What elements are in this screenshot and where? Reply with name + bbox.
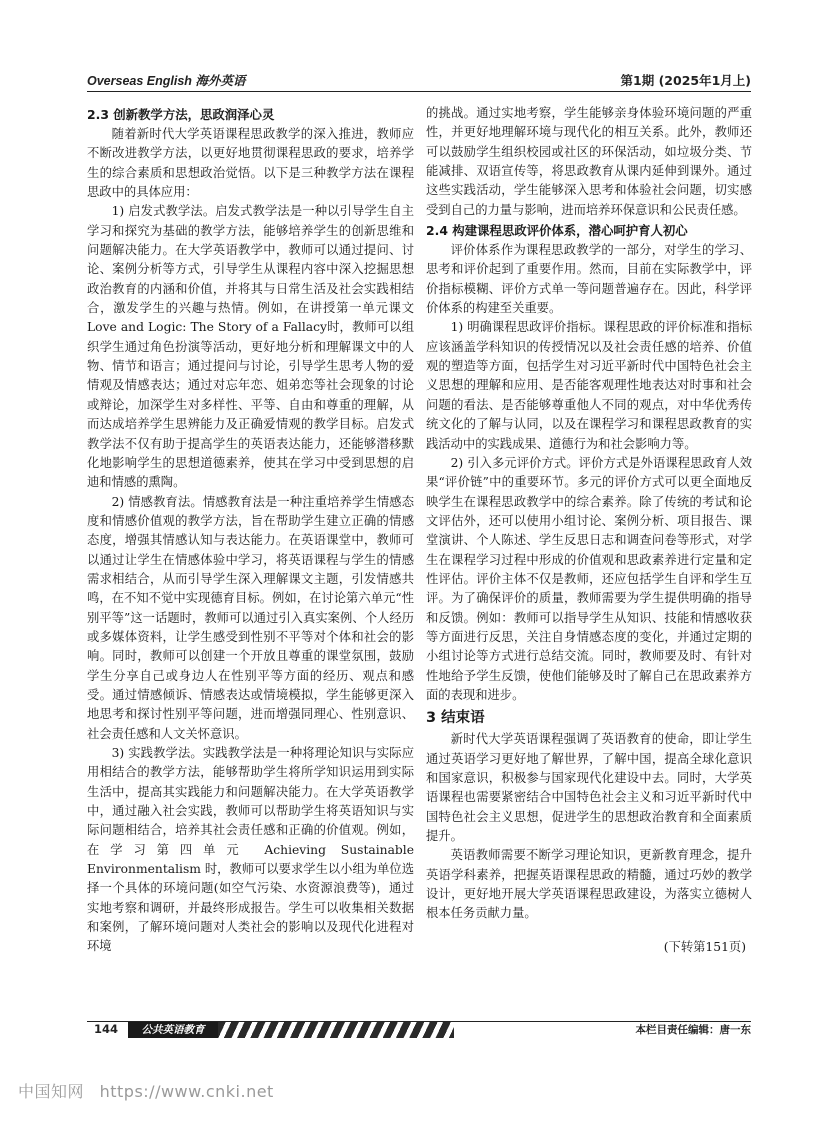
watermark-site-name: 中国知网 xyxy=(18,1082,85,1101)
watermark-url[interactable]: https://www.cnki.net xyxy=(99,1082,274,1101)
section-heading-2-4: 2.4 构建课程思政评价体系，潜心呵护育人初心 xyxy=(426,223,688,239)
right-column xyxy=(426,104,752,1009)
paragraph: 1) 明确课程思政评价指标。课程思政的评价标准和指标应该涵盖学科知识的传授情况以及社会责任感的培养、价值观的塑造等方面，包括学生对习近平新时代中国特色社会主义思想的理解和应用、是否能客观理性地表达对时事和社会问题的看法、是否能够尊重他人不同的观点，对中华优秀传统文化的了解与认同，以及在课程学习和课程思政教育的实践活动中的实践成果、道德行为和社会影响力等。 xyxy=(426,320,752,451)
left-column xyxy=(87,104,414,1009)
section-heading-3: 3 结束语 xyxy=(426,710,485,727)
paragraph: 3) 实践教学法。实践教学法是一种将理论知识与实际应用相结合的教学方法，能够帮助学生将所学知识运用到实际生活中，提高其实践能力和问题解决能力。在大学英语教学中，通过融入社会实践，教师可以帮助学生将英语知识与实际问题相结合，培养其社会责任感和正确的价值观。例如，在学习第四单元 Achieving Sustainable Environmentalism 时，教师可以要求学生以小组为单位选择一个具体的环境问题(如空气污染、水资源浪费等)，通过实地考察和调研，并最终形成报告。学生可以收集相关数据和案例，了解环境问题对人类社会的影响以及现代化进程对环境 xyxy=(87,746,414,954)
paragraph: 随着新时代大学英语课程思政教学的深入推进，教师应不断改进教学方法，以更好地贯彻课程思政的要求，培养学生的综合素质和思想政治觉悟。以下是三种教学方法在课程思政中的具体应用： xyxy=(87,127,414,200)
paragraph: 2) 引入多元评价方式。评价方式是外语课程思政育人效果“评价链”中的重要环节。多元的评价方式可以更全面地反映学生在课程思政教学中的综合素养。除了传统的考试和论文评估外，还可以使用小组讨论、案例分析、项目报告、课堂演讲、个人陈述、学生反思日志和调查问卷等形式，对学生在课程学习过程中形成的价值观和思政素养进行定量和定性评估。评价主体不仅是教师，还应包括学生自评和学生互评。为了确保评价的质量，教师需要为学生提供明确的指导和反馈。例如：教师可以指导学生从知识、技能和情感收获等方面进行反思，关注自身情感态度的变化，并通过定期的小组讨论等方式进行总结交流。同时，教师要及时、有针对性地给予学生反馈，使他们能够及时了解自己在思政素养方面的表现和进步。 xyxy=(426,455,752,702)
watermark xyxy=(18,1079,274,1102)
journal-name: Overseas English 海外英语 xyxy=(87,74,246,88)
editor-credit: 本栏目责任编辑：唐一东 xyxy=(635,1024,751,1036)
paragraph: 1) 启发式教学法。启发式教学法是一种以引导学生自主学习和探究为基础的教学方法，能够培养学生的创新思维和问题解决能力。在大学英语教学中，教师可以通过提问、讨论、案例分析等方式，引导学生从课程内容中深入挖掘思想政治教育的内涵和价值，并将其与日常生活及社会实践相结合，激发学生的兴趣与热情。例如，在讲授第一单元课文 Love and Logic: The Story of a Fallacy时，教师可以组织学生通过角色扮演等活动，更好地分析和理解课文中的人物、情节和语言；通过提问与讨论，引导学生思考人物的爱情观及情感表达；通过对忘年恋、姐弟恋等社会现象的讨论或辩论，加深学生对多样性、平等、自由和尊重的理解，从而达成培养学生思辨能力及正确爱情观的教学目标。启发式教学法不仅有助于提高学生的英语表达能力，还能够潜移默化地影响学生的思想道德素养，使其在学习中受到思想的启迪和情感的熏陶。 xyxy=(87,204,414,490)
paragraph: 评价体系作为课程思政教学的一部分，对学生的学习、思考和评价起到了重要作用。然而，目前在实际教学中，评价指标模糊、评价方式单一等问题普遍存在。因此，科学评价体系的构建至关重要。 xyxy=(426,243,752,316)
paragraph: 2) 情感教育法。情感教育法是一种注重培养学生情感态度和情感价值观的教学方法，旨在帮助学生建立正确的情感态度，增强其情感认知与表达能力。在英语课堂中，教师可以通过让学生在情感体验中学习，将英语课程与学生的情感需求相结合，从而引导学生深入理解课文主题，引发情感共鸣，在不知不觉中实现德育目标。例如，在讨论第六单元“性别平等”这一话题时，教师可以通过引入真实案例、个人经历或多媒体资料，让学生感受到性别不平等对个体和社会的影响。同时，教师可以创建一个开放且尊重的课堂氛围，鼓励学生分享自己或身边人在性别平等方面的经历、观点和感受。通过情感倾诉、情感表达或情境模拟，学生能够更深入地思考和探讨性别平等问题，进而增强同理心、性别意识、社会责任感和人文关怀意识。 xyxy=(87,494,414,741)
page-number: 144 xyxy=(94,1022,119,1036)
section-heading-2-3: 2.3 创新教学方法，思政润泽心灵 xyxy=(87,107,275,122)
decorative-stripes xyxy=(218,1022,454,1038)
continuation-note: (下转第151页) xyxy=(663,939,746,954)
section-brand: 公共英语教育 xyxy=(128,1022,218,1038)
paragraph: 英语教师需要不断学习理论知识，更新教育理念，提升英语学科素养，把握英语课程思政的精髓，通过巧妙的教学设计，更好地开展大学英语课程思政建设，为落实立德树人根本任务贡献力量。 xyxy=(426,848,752,921)
header-rule xyxy=(87,91,751,92)
paragraph: 新时代大学英语课程强调了英语教育的使命，即让学生通过英语学习更好地了解世界，了解中国，提高全球化意识和国家意识，积极参与国家现代化建设中去。同时，大学英语课程也需要紧密结合中国特色社会主义和习近平新时代中国特色社会主义思想，促进学生的思想政治教育和全面素质提升。 xyxy=(426,732,752,844)
paragraph-continued: 的挑战。通过实地考察，学生能够亲身体验环境问题的严重性，并更好地理解环境与现代化的相互关系。此外，教师还可以鼓励学生组织校园或社区的环保活动，如垃圾分类、节能减排、双语宣传等，将思政教育从课内延伸到课外。通过这些实践活动，学生能够深入思考和体验社会问题，切实感受到自己的力量与影响，进而培养环保意识和公民责任感。 xyxy=(426,106,752,217)
issue-info: 第1期 (2025年1月上) xyxy=(620,73,751,88)
